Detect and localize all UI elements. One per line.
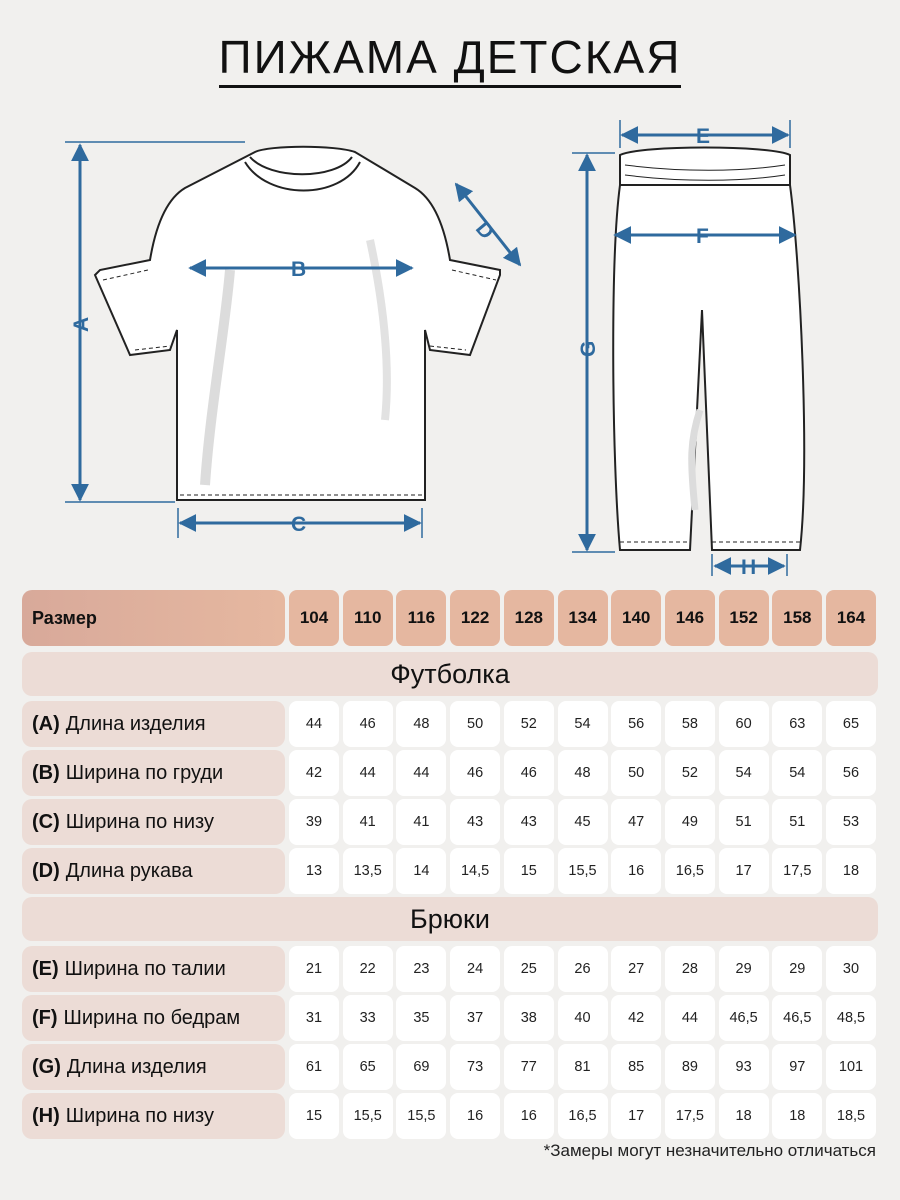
garment-diagram bbox=[0, 110, 900, 580]
size-header-cell: 128 bbox=[504, 590, 554, 646]
measurement-value-cell: 18 bbox=[772, 1093, 822, 1139]
measurement-value-cell: 17,5 bbox=[772, 848, 822, 894]
measurement-value-cell: 69 bbox=[396, 1044, 446, 1090]
measurement-value-cell: 46 bbox=[343, 701, 393, 747]
measurement-code: (E) bbox=[32, 957, 59, 980]
measurement-value-cell: 52 bbox=[665, 750, 715, 796]
measurement-code: (D) bbox=[32, 859, 60, 882]
measurement-value-cell: 16,5 bbox=[558, 1093, 608, 1139]
measurement-value-cell: 65 bbox=[343, 1044, 393, 1090]
measurement-value-cell: 93 bbox=[719, 1044, 769, 1090]
footnote: *Замеры могут незначительно отличаться bbox=[543, 1141, 876, 1160]
measurement-value-cell: 13 bbox=[289, 848, 339, 894]
label-c: C bbox=[291, 513, 307, 536]
size-header-cell: 122 bbox=[450, 590, 500, 646]
measurement-name: Длина рукава bbox=[65, 859, 193, 882]
measurement-value-cell: 54 bbox=[719, 750, 769, 796]
measurement-value-cell: 35 bbox=[396, 995, 446, 1041]
measurement-value-cell: 17 bbox=[611, 1093, 661, 1139]
measurement-value-cell: 43 bbox=[504, 799, 554, 845]
label-a: A bbox=[70, 316, 93, 332]
measurement-name: Ширина по бедрам bbox=[63, 1006, 241, 1029]
label-h: H bbox=[741, 556, 757, 579]
measurement-value-cell: 14 bbox=[396, 848, 446, 894]
measurement-name: Длина изделия bbox=[66, 1055, 207, 1078]
size-header-cell: 164 bbox=[826, 590, 876, 646]
measurement-value-cell: 16 bbox=[450, 1093, 500, 1139]
measurement-value-cell: 15,5 bbox=[558, 848, 608, 894]
measurement-value-cell: 41 bbox=[396, 799, 446, 845]
pants-drawing bbox=[613, 148, 804, 551]
page-title: ПИЖАМА ДЕТСКАЯ bbox=[0, 30, 900, 84]
measurement-value-cell: 17 bbox=[719, 848, 769, 894]
measurement-row bbox=[22, 995, 878, 1041]
label-e: E bbox=[696, 125, 711, 148]
measurement-value-cell: 30 bbox=[826, 946, 876, 992]
measurement-value-cell: 18,5 bbox=[826, 1093, 876, 1139]
measurement-code: (B) bbox=[32, 761, 60, 784]
measurement-value-cell: 81 bbox=[558, 1044, 608, 1090]
measurement-value-cell: 47 bbox=[611, 799, 661, 845]
measurement-value-cell: 13,5 bbox=[343, 848, 393, 894]
measurement-value-cell: 40 bbox=[558, 995, 608, 1041]
measurement-value-cell: 41 bbox=[343, 799, 393, 845]
measurement-value-cell: 48,5 bbox=[826, 995, 876, 1041]
measurement-value-cell: 33 bbox=[343, 995, 393, 1041]
measurement-value-cell: 60 bbox=[719, 701, 769, 747]
measurement-value-cell: 15 bbox=[289, 1093, 339, 1139]
measurement-code: (A) bbox=[32, 712, 60, 735]
label-b: B bbox=[291, 258, 307, 281]
measurement-value-cell: 56 bbox=[611, 701, 661, 747]
measurement-value-cell: 52 bbox=[504, 701, 554, 747]
measurement-code: (C) bbox=[32, 810, 60, 833]
label-f: F bbox=[696, 225, 709, 248]
measurement-value-cell: 18 bbox=[826, 848, 876, 894]
measurement-label bbox=[22, 1044, 285, 1090]
tshirt-drawing bbox=[95, 147, 500, 500]
measurement-value-cell: 48 bbox=[396, 701, 446, 747]
measurement-value-cell: 53 bbox=[826, 799, 876, 845]
measurement-value-cell: 42 bbox=[289, 750, 339, 796]
size-header-cell: 116 bbox=[396, 590, 446, 646]
measurement-value-cell: 45 bbox=[558, 799, 608, 845]
measurement-value-cell: 46,5 bbox=[719, 995, 769, 1041]
measurement-value-cell: 15 bbox=[504, 848, 554, 894]
measurement-value-cell: 58 bbox=[665, 701, 715, 747]
measurement-code: (F) bbox=[32, 1006, 58, 1029]
section-title: Брюки bbox=[22, 897, 878, 941]
size-header-cell: 158 bbox=[772, 590, 822, 646]
measurement-name: Ширина по низу bbox=[65, 810, 214, 833]
measurement-value-cell: 46,5 bbox=[772, 995, 822, 1041]
measurement-value-cell: 25 bbox=[504, 946, 554, 992]
measurement-label bbox=[22, 750, 285, 796]
measurement-value-cell: 89 bbox=[665, 1044, 715, 1090]
measurement-row bbox=[22, 1044, 878, 1090]
measurement-value-cell: 63 bbox=[772, 701, 822, 747]
measurement-value-cell: 50 bbox=[450, 701, 500, 747]
measurement-value-cell: 48 bbox=[558, 750, 608, 796]
size-header-cell: 152 bbox=[719, 590, 769, 646]
measurement-value-cell: 16 bbox=[611, 848, 661, 894]
measurement-row bbox=[22, 750, 878, 796]
measurement-value-cell: 16 bbox=[504, 1093, 554, 1139]
measurement-row bbox=[22, 1093, 878, 1139]
measurement-value-cell: 28 bbox=[665, 946, 715, 992]
measurement-name: Ширина по низу bbox=[65, 1104, 214, 1127]
measurement-row bbox=[22, 799, 878, 845]
measurement-value-cell: 37 bbox=[450, 995, 500, 1041]
measurement-name: Ширина по груди bbox=[65, 761, 224, 784]
measurement-value-cell: 29 bbox=[719, 946, 769, 992]
measurement-value-cell: 15,5 bbox=[343, 1093, 393, 1139]
measurement-value-cell: 43 bbox=[450, 799, 500, 845]
size-header-cell: 104 bbox=[289, 590, 339, 646]
size-header-cell: 140 bbox=[611, 590, 661, 646]
measurement-value-cell: 31 bbox=[289, 995, 339, 1041]
measurement-code: (H) bbox=[32, 1104, 60, 1127]
measurement-value-cell: 17,5 bbox=[665, 1093, 715, 1139]
measurement-label bbox=[22, 848, 285, 894]
measurement-label bbox=[22, 799, 285, 845]
measurement-value-cell: 14,5 bbox=[450, 848, 500, 894]
measurement-value-cell: 18 bbox=[719, 1093, 769, 1139]
measurement-value-cell: 77 bbox=[504, 1044, 554, 1090]
measurement-name: Ширина по талии bbox=[64, 957, 226, 980]
measurement-value-cell: 42 bbox=[611, 995, 661, 1041]
measurement-value-cell: 39 bbox=[289, 799, 339, 845]
size-header-label: Размер bbox=[22, 590, 285, 646]
measurement-value-cell: 97 bbox=[772, 1044, 822, 1090]
measurement-label bbox=[22, 995, 285, 1041]
measurement-value-cell: 85 bbox=[611, 1044, 661, 1090]
measurement-label bbox=[22, 946, 285, 992]
measurement-value-cell: 46 bbox=[450, 750, 500, 796]
measurement-value-cell: 44 bbox=[343, 750, 393, 796]
measurement-value-cell: 44 bbox=[289, 701, 339, 747]
measurement-value-cell: 21 bbox=[289, 946, 339, 992]
measurement-value-cell: 51 bbox=[719, 799, 769, 845]
measurement-value-cell: 27 bbox=[611, 946, 661, 992]
label-g: G bbox=[577, 340, 600, 357]
measurement-row bbox=[22, 848, 878, 894]
measurement-name: Длина изделия bbox=[65, 712, 206, 735]
measurement-value-cell: 54 bbox=[558, 701, 608, 747]
measurement-value-cell: 101 bbox=[826, 1044, 876, 1090]
measurement-value-cell: 44 bbox=[665, 995, 715, 1041]
measurement-label bbox=[22, 701, 285, 747]
measurement-value-cell: 23 bbox=[396, 946, 446, 992]
size-header-cell: 134 bbox=[558, 590, 608, 646]
measurement-value-cell: 16,5 bbox=[665, 848, 715, 894]
measurement-value-cell: 65 bbox=[826, 701, 876, 747]
measurement-value-cell: 38 bbox=[504, 995, 554, 1041]
measurement-value-cell: 54 bbox=[772, 750, 822, 796]
measurement-value-cell: 22 bbox=[343, 946, 393, 992]
section-title: Футболка bbox=[22, 652, 878, 696]
measurement-value-cell: 50 bbox=[611, 750, 661, 796]
size-header-cell: 110 bbox=[343, 590, 393, 646]
label-d: D bbox=[470, 217, 499, 244]
measurement-value-cell: 26 bbox=[558, 946, 608, 992]
measurement-row bbox=[22, 701, 878, 747]
measurement-row bbox=[22, 946, 878, 992]
measurement-value-cell: 15,5 bbox=[396, 1093, 446, 1139]
measurement-code: (G) bbox=[32, 1055, 61, 1078]
measurement-value-cell: 46 bbox=[504, 750, 554, 796]
measurement-value-cell: 56 bbox=[826, 750, 876, 796]
measurement-value-cell: 44 bbox=[396, 750, 446, 796]
size-header-cell: 146 bbox=[665, 590, 715, 646]
measurement-value-cell: 29 bbox=[772, 946, 822, 992]
measurement-value-cell: 73 bbox=[450, 1044, 500, 1090]
size-header-row bbox=[22, 590, 878, 636]
measurement-value-cell: 61 bbox=[289, 1044, 339, 1090]
measurement-value-cell: 49 bbox=[665, 799, 715, 845]
measurement-value-cell: 24 bbox=[450, 946, 500, 992]
measurement-value-cell: 51 bbox=[772, 799, 822, 845]
measurement-label bbox=[22, 1093, 285, 1139]
